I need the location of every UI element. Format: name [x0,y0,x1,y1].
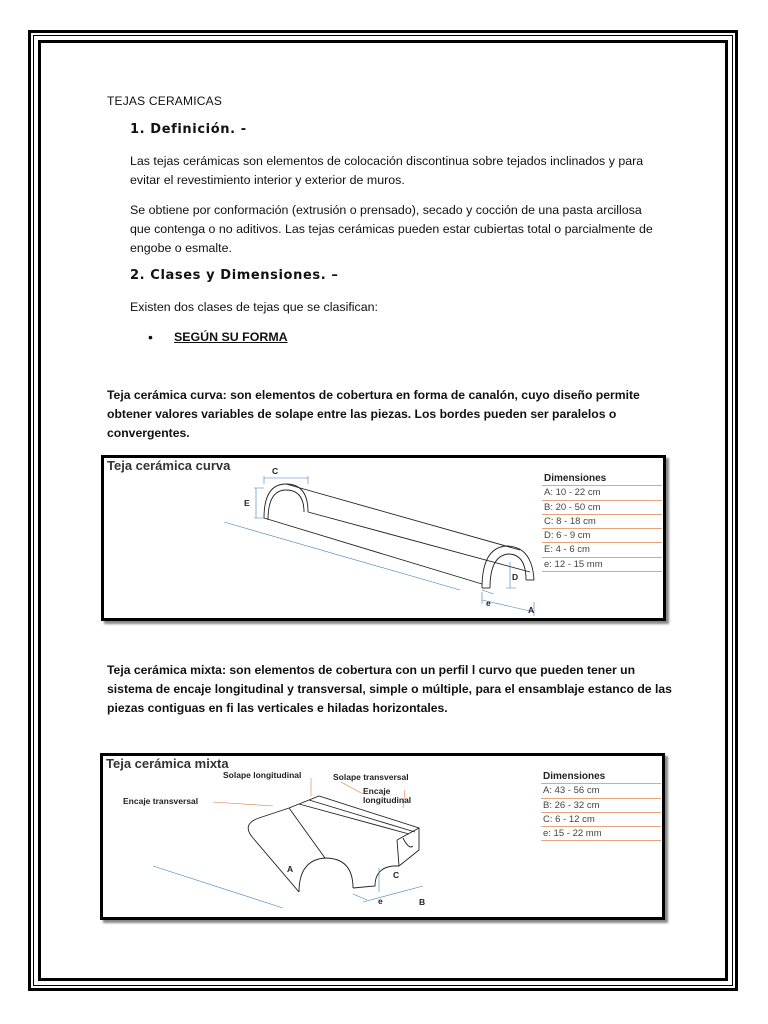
label-d: D [512,572,519,582]
figure-mixta-title: Teja cerámica mixta [106,756,229,771]
bullet-segun-su-forma: SEGÚN SU FORMA [174,330,288,344]
dimension-row: B: 20 - 50 cm [542,501,662,515]
leader-encaje-transversal [213,802,273,806]
teja-mixta-description: Teja cerámica mixta: son elementos de cobertura con un perfil l curvo que pueden tener un sistema de encaje longitudinal y transversal, simple o múltiple, para el ensamblaje estanco de las piezas contiguas en fi las verticales e hiladas horizontales. [107,663,672,715]
label-a: A [528,605,535,615]
curva-top-edge [286,484,520,550]
figure-teja-mixta [100,753,665,920]
classes-intro: Existen dos clases de tejas que se clasifican: [130,300,378,314]
dim-line-e [254,488,264,518]
teja-mixta-drawing [113,768,473,918]
figure-curva-title: Teja cerámica curva [107,458,231,473]
dimension-row: E: 4 - 6 cm [542,543,662,557]
curva-right-edge [308,512,530,572]
section-2-heading: 2. Clases y Dimensiones. – [130,268,339,283]
curva-left-edge [264,518,482,584]
curva-back-arch-inner [268,490,304,520]
curva-front-arch-inner [490,554,526,588]
label-solape-longitudinal: Solape longitudinal [223,770,302,780]
dim-line-e-lower [482,590,494,594]
label-a: A [287,864,294,874]
mixta-back-nose [248,808,289,838]
label-encaje-transversal: Encaje transversal [123,796,199,806]
label-encaje-longitudinal-2: longitudinal [363,795,412,805]
mixta-front-roll [299,858,353,892]
bullet-marker: • [148,329,153,345]
dimension-row: e: 12 - 15 mm [542,558,662,572]
dimensions-header: Dimensiones [542,472,662,486]
dim-line-a [153,866,283,908]
label-solape-transversal: Solape transversal [333,772,409,782]
dimensions-header: Dimensiones [541,770,661,784]
definition-paragraph-2: Se obtiene por conformación (extrusión o prensado), secado y cocción de una pasta arcillosa que contenga o no aditivos. Las tejas cerámicas pueden estar cubiertas total o parcialmente de engobe o esmalte. [130,203,653,255]
dim-line-b [224,522,460,590]
label-e-lower: e [486,598,491,608]
dimension-row: B: 26 - 32 cm [541,799,661,813]
definition-paragraph-1: Las tejas cerámicas son elementos de colocación discontinua sobre tejados inclinados y para evitar el revestimiento interior y exterior de muros. [130,154,644,187]
label-e-upper: E [244,498,250,508]
figure-teja-curva [101,455,666,621]
dimension-row: D: 6 - 9 cm [542,529,662,543]
label-encaje-longitudinal-1: Encaje [363,786,391,796]
dimension-row: A: 10 - 22 cm [542,486,662,500]
label-c: C [272,466,279,476]
label-e: e [378,896,383,906]
teja-curva-description: Teja cerámica curva: son elementos de cobertura en forma de canalón, cuyo diseño permite obtener valores variables de solape entre las piezas. Los bordes pueden ser paralelos o convergentes. [107,388,640,440]
leader-solape-transversal [341,782,363,794]
dim-line-b [363,886,423,902]
document-title: TEJAS CERAMICAS [107,94,223,108]
dim-line-c [264,476,308,484]
dimension-row: C: 6 - 12 cm [541,813,661,827]
label-b: B [419,897,426,907]
section-1-heading: 1. Definición. - [130,122,247,137]
dim-line-e [353,894,367,900]
dimension-row: A: 43 - 56 cm [541,784,661,798]
dimension-row: C: 8 - 18 cm [542,515,662,529]
dimensions-table-mixta [541,770,661,841]
label-c: C [393,870,400,880]
dimension-row: e: 15 - 22 mm [541,827,661,841]
dimensions-table-curva [542,472,662,572]
